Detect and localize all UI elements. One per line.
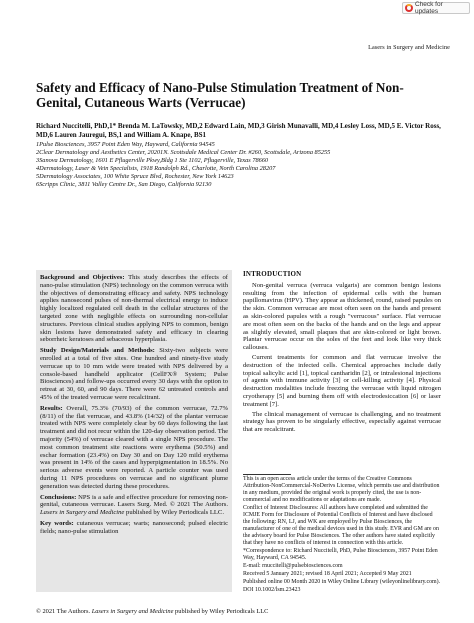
paragraph: Non-genital verruca (verruca vulgaris) are common benign lesions resulting from the infection of epidermal cells with the human papillomavirus (HPV). They appear as thickened, round, raised papules on the skin. Common verrucae are most often seen on the hands and present as skin-colored papules with a rough "verrucous" surface. Flat verrucae are most often seen on the backs of the hands and on the legs and appear as slightly elevated, small plaques that are skin-colored or light brown. Plantar verrucae occur on the soles of the feet and look like very thick callouses. [243, 281, 441, 352]
affiliation: 4Dermatology, Laser & Vein Specialists, 1918 Randolph Rd., Charlotte, North Carolina 28207 [36, 165, 276, 173]
section-label: Results: [40, 404, 63, 412]
copyright-line [36, 608, 268, 615]
affiliation: 1Pulse Biosciences, 3957 Point Eden Way, Hayward, California 94545 [36, 141, 215, 148]
doi-link[interactable]: DOI 10.1002/lsm.23423 [243, 587, 301, 593]
email-link[interactable]: E-mail: rnuccitelli@pulsebiosciences.com [243, 563, 343, 569]
section-text: NPS is a safe and effective procedure for removing non-genital, cutaneous verrucae. Lasers Surg. Med. © 2021 The Authors. [40, 493, 228, 509]
section-label: Study Design/Materials and Methods: [40, 347, 155, 355]
section-text: Overall, 75.3% (70/93) of the common verrucae, 72.7% (8/11) of the flat verrucae, and 43.8% (14/32) of the plantar verrucae treated with NPS were completely clear by 60 days following the last treatment and did not recur within the 120-day observation period. The majority (54%) of verrucae cleared with a single NPS procedure. The most common treatment site reactions were erythema (50.5%) and eschar formation (23.4%) on Day 30 and on Day 120 mild erythema was present in 14% of the cases and hyperpigmentation in 18.5%. No serious adverse events were reported. A particle counter was used during 11 NPS procedures on verrucae and no significant plume generation was detected during these procedures. [40, 404, 228, 490]
article-title: Safety and Efficacy of Nano-Pulse Stimulation Treatment of Non-Genital, Cutaneous Warts (Verrucae) [36, 80, 404, 110]
paragraph: The clinical management of verrucae is challenging, and no treatment strategy has proven to be singularly effective, especially against verrucae that are recalcitrant. [243, 410, 441, 434]
introduction-section [243, 270, 441, 436]
keywords-text: cutaneous verrucae; warts; nanosecond; pulsed electric fields; nano-pulse stimulation [40, 519, 228, 535]
journal-name: Lasers in Surgery and Medicine [91, 608, 174, 615]
section-heading: INTRODUCTION [243, 270, 302, 278]
running-head: Lasers in Surgery and Medicine [368, 44, 450, 51]
footnote: Received 5 January 2021; revised 18 April 2021; Accepted 9 May 2021 [243, 571, 412, 577]
copyright-suffix: published by Wiley Periodicals LLC [173, 608, 269, 615]
badge-label: Check for updates [414, 1, 443, 15]
section-label: Conclusions: [40, 493, 77, 501]
affiliation: 6Scripps Clinic, 3811 Valley Centre Dr., San Diego, California 92130 [36, 181, 212, 189]
abstract-design [40, 347, 228, 402]
copyright-prefix: © 2021 The Authors. [36, 608, 92, 615]
section-text: published by Wiley Periodicals LLC. [124, 509, 224, 517]
check-for-updates-badge[interactable] [402, 2, 470, 14]
footnote-divider [243, 474, 291, 475]
section-text: This study describes the effects of nano-pulse stimulation (NPS) technology on the common verruca with the objectives of demonstrating efficacy and safety. NPS technology applies nanosecond pulses of non-thermal electrical energy to induce highly localized regulated cell death in the cellular structures of the targeted zone with negligible effects on surrounding non-cellular structures. Previous clinical studies applying NPS to common, benign skin lesions have demonstrated safety and efficacy in clearing seborrheic keratoses and sebaceous hyperplasia. [40, 274, 228, 344]
abstract-keywords [40, 520, 228, 536]
authors-text: Richard Nuccitelli, PhD,1* Brenda M. LaTowsky, MD,2 Edward Lain, MD,3 Girish Munavalli, MD,4 Lesley Loss, MD,5 E. Victor Ross, MD,6 Lauren Jauregui, BS,1 and William A. Knape, BS1 [36, 122, 441, 139]
abstract-background [40, 274, 228, 344]
journal-name: Lasers in Surgery and Medicine [40, 509, 125, 517]
abstract-results [40, 405, 228, 491]
footnotes [243, 476, 441, 595]
footnote: This is an open access article under the terms of the Creative Commons Attribution-NonCommercial-NoDerivs License, which permits use and distribution in any medium, provided the original work is properly cited, the use is non-commercial and no modifications or adaptations are made. [243, 476, 440, 503]
author-list [36, 122, 446, 140]
section-text: Sixty-two subjects were enrolled at a total of five sites. One hundred and ninety-five study verrucae up to 10 mm wide were treated with NPS delivered by a console-based handheld applicator (CellFX® System; Pulse Biosciences) and follow-ups occurred every 30 days with the option to retreat at 30, 60, and 90 days. There were 62 untreated controls and 45% of the treated verrucae were recalcitrant. [40, 347, 228, 401]
footnote: *Correspondence to: Richard Nuccitelli, PhD, Pulse Biosciences, 3957 Point Eden Way, Hayward, CA 94545. [243, 548, 438, 561]
section-label: Background and Objectives: [40, 274, 125, 281]
footnote: Published online 00 Month 2020 in Wiley Online Library (wileyonlinelibrary.com). [243, 579, 441, 585]
affiliation: 5Dermatology Associates, 100 White Spruce Blvd, Rochester, New York 14623 [36, 173, 234, 181]
section-label: Key words: [40, 519, 74, 527]
abstract-conclusions [40, 494, 228, 517]
footnote: Conflict of Interest Disclosures: All authors have completed and submitted the ICMJE Form for Disclosure of Potential Conflicts of Interest and have disclosed the following: RN, LJ, and WK are employed by Pulse Biosciences, the manufacturer of one of the medical devices used in this study. EVR and GM are on the advisory board for Pulse Biosciences. The other authors have stated explicitly that they have no conflicts of interest in connection with this article. [243, 505, 439, 546]
paragraph: Current treatments for common and flat verrucae involve the destruction of the infected cells. Chemical approaches include daily topical salicylic acid [1], topical cantharidin [2], or intralesional injections of agents with immune activity [3] or cell-killing activity [4]. Physical destruction modalities include freezing the verrucae with liquid nitrogen cryotherapy [5] and burning them off with electrodesiccation [6] or laser treatment [7]. [243, 353, 441, 408]
affiliation: 2Clear Dermatology and Aesthetics Center, 20201N. Scottsdale Medical Center Dr. #260, Scottsdale, Arizona 85255 [36, 149, 331, 157]
affiliations [36, 141, 446, 190]
abstract-box [36, 270, 232, 592]
update-icon [405, 4, 413, 12]
affiliation: 3Sanova Dermatology, 1601 E Pflugerville Pkwy,Bldg 1 Ste 1102, Pflugerville, Texas 78660 [36, 157, 269, 165]
